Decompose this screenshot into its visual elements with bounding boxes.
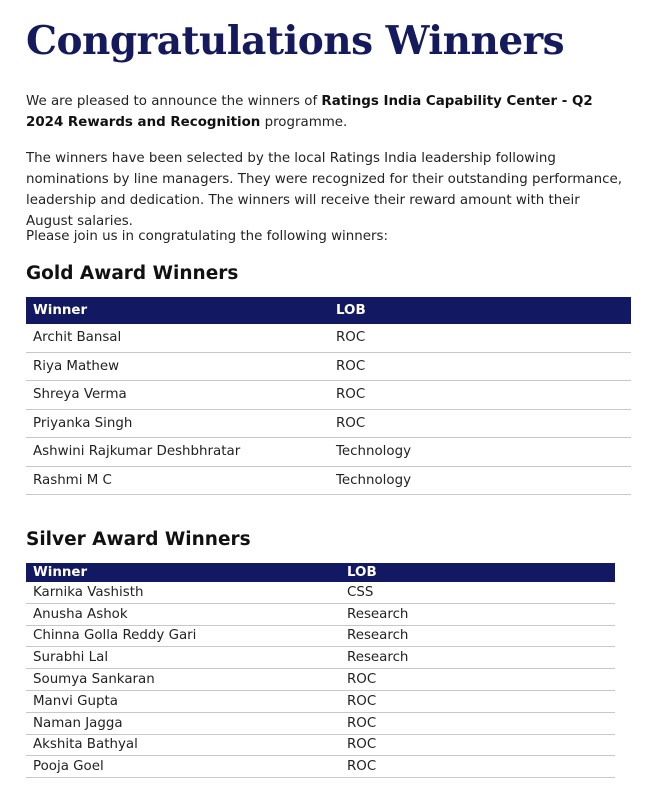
winner-cell: Pooja Goel xyxy=(26,756,340,778)
lob-cell: ROC xyxy=(329,381,631,410)
intro-suffix: programme. xyxy=(260,115,348,130)
table-row xyxy=(26,712,615,734)
table-header-row xyxy=(26,563,615,582)
column-header-winner: Winner xyxy=(26,563,340,582)
intro-prefix: We are pleased to announce the winners of xyxy=(26,94,322,109)
table-header-row xyxy=(26,297,631,324)
table-row xyxy=(26,756,615,778)
column-header-lob: LOB xyxy=(329,297,631,324)
table-row xyxy=(26,438,631,467)
winner-cell: Priyanka Singh xyxy=(26,409,329,438)
winner-cell: Rashmi M C xyxy=(26,466,329,495)
lob-cell: CSS xyxy=(340,582,615,603)
gold-winners-table xyxy=(26,297,631,495)
lob-cell: ROC xyxy=(329,324,631,352)
table-row xyxy=(26,625,615,647)
table-row xyxy=(26,647,615,669)
page-title: Congratulations Winners xyxy=(26,18,565,64)
winner-cell: Chinna Golla Reddy Gari xyxy=(26,625,340,647)
lob-cell: Research xyxy=(340,647,615,669)
lob-cell: ROC xyxy=(340,690,615,712)
lob-cell: ROC xyxy=(329,352,631,381)
silver-heading: Silver Award Winners xyxy=(26,529,251,550)
lob-cell: ROC xyxy=(340,734,615,756)
join-paragraph: Please join us in congratulating the following winners: xyxy=(26,229,388,244)
intro-paragraph xyxy=(26,91,630,133)
selection-paragraph: The winners have been selected by the local Ratings India leadership following nominations by line managers. They were recognized for their outstanding performance, leadership and dedication. The winners will receive their reward amount with their August salaries. xyxy=(26,151,622,229)
table-row xyxy=(26,352,631,381)
lob-cell: Technology xyxy=(329,466,631,495)
winner-cell: Ashwini Rajkumar Deshbhratar xyxy=(26,438,329,467)
lob-cell: ROC xyxy=(340,756,615,778)
winner-cell: Riya Mathew xyxy=(26,352,329,381)
table-row xyxy=(26,603,615,625)
table-row xyxy=(26,466,631,495)
silver-winners-table xyxy=(26,563,615,778)
table-row xyxy=(26,381,631,410)
lob-cell: ROC xyxy=(340,712,615,734)
table-row xyxy=(26,690,615,712)
column-header-lob: LOB xyxy=(340,563,615,582)
lob-cell: Research xyxy=(340,603,615,625)
column-header-winner: Winner xyxy=(26,297,329,324)
winner-cell: Surabhi Lal xyxy=(26,647,340,669)
winner-cell: Archit Bansal xyxy=(26,324,329,352)
winner-cell: Karnika Vashisth xyxy=(26,582,340,603)
lob-cell: Research xyxy=(340,625,615,647)
program-name: Ratings India Capability Center - Q2 2024 Rewards and Recognition xyxy=(26,94,593,130)
lob-cell: ROC xyxy=(340,669,615,691)
table-row xyxy=(26,582,615,603)
table-row xyxy=(26,324,631,352)
lob-cell: ROC xyxy=(329,409,631,438)
winner-cell: Anusha Ashok xyxy=(26,603,340,625)
table-row xyxy=(26,734,615,756)
winner-cell: Shreya Verma xyxy=(26,381,329,410)
table-row xyxy=(26,409,631,438)
winner-cell: Akshita Bathyal xyxy=(26,734,340,756)
lob-cell: Technology xyxy=(329,438,631,467)
winner-cell: Naman Jagga xyxy=(26,712,340,734)
winner-cell: Manvi Gupta xyxy=(26,690,340,712)
winner-cell: Soumya Sankaran xyxy=(26,669,340,691)
gold-heading: Gold Award Winners xyxy=(26,263,239,284)
table-row xyxy=(26,669,615,691)
